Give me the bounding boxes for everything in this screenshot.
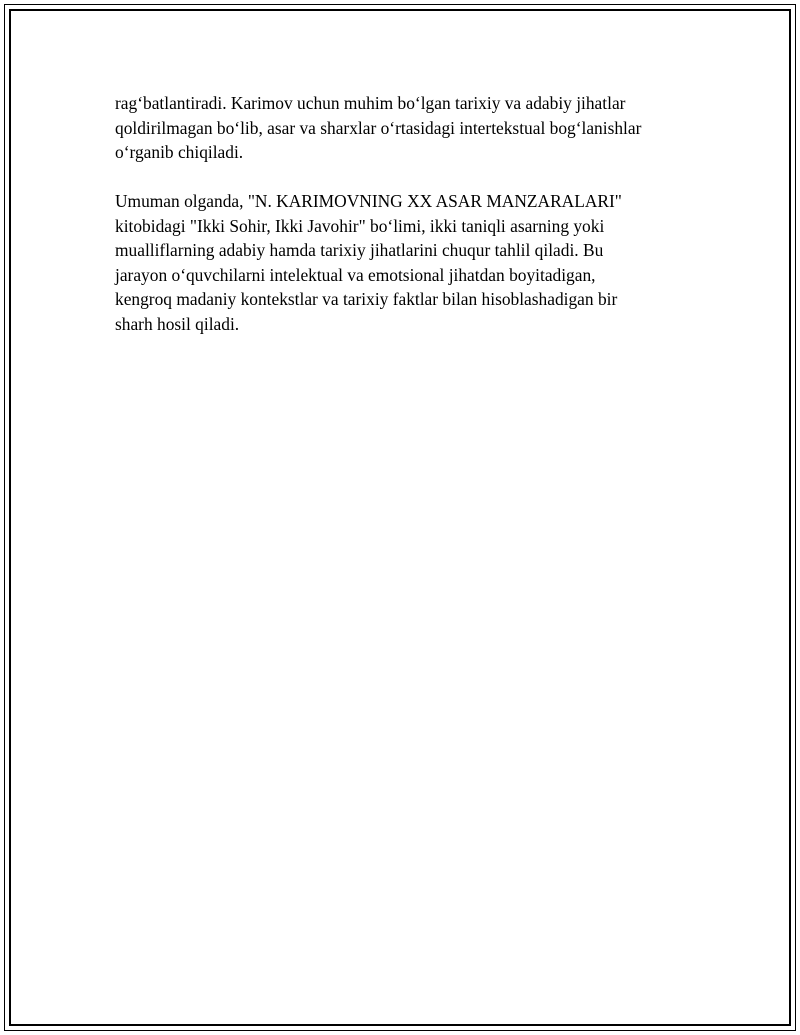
paragraph-2: Umuman olganda, "N. KARIMOVNING XX ASAR MANZARALARI" kitobidagi "Ikki Sohir, Ikki Javohir" bo‘limi, ikki taniqli asarning yoki mualliflarning adabiy hamda tarixiy jihatlarini chuqur tahlil qiladi. Bu jarayon o‘quvchilarni intelektual va emotsional jihatdan boyitadigan, kengroq madaniy kontekstlar va tarixiy faktlar bilan hisoblashadigan bir sharh hosil qiladi. bbox=[115, 191, 622, 334]
document-body bbox=[115, 91, 685, 361]
document-page bbox=[4, 4, 796, 1031]
paragraph-1: rag‘batlantiradi. Karimov uchun muhim bo‘lgan tarixiy va adabiy jihatlar qoldirilmagan bo‘lib, asar va sharxlar o‘rtasidagi intertekstual bog‘lanishlar o‘rganib chiqiladi. bbox=[115, 93, 642, 162]
